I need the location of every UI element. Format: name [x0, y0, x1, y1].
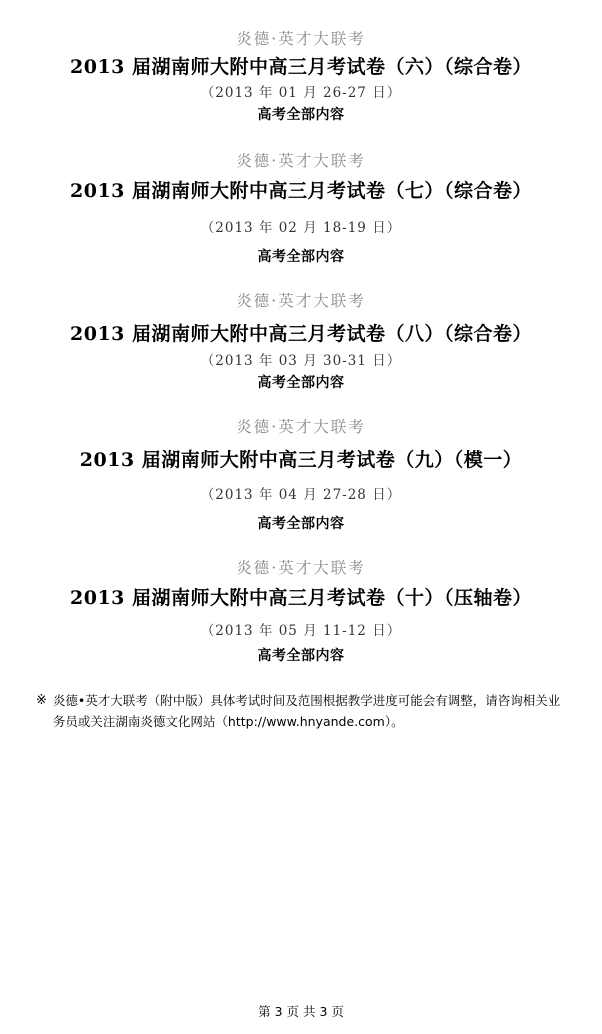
page-footer: 第 3 页 共 3 页 — [258, 1004, 344, 1019]
exam-block — [30, 30, 572, 124]
exam-title: 2013 届湖南师大附中高三月考试卷（十）（压轴卷） — [70, 587, 532, 610]
footnote — [30, 690, 572, 734]
exam-scope: 高考全部内容 — [257, 249, 345, 266]
exam-scope: 高考全部内容 — [257, 106, 345, 123]
exam-title: 2013 届湖南师大附中高三月考试卷（七）（综合卷） — [70, 180, 532, 203]
exam-dates: （2013 年 04 月 27-28 日） — [200, 486, 402, 503]
exam-scope: 高考全部内容 — [257, 648, 345, 665]
exam-title: 2013 届湖南师大附中高三月考试卷（六）（综合卷） — [70, 55, 532, 78]
exam-dates: （2013 年 02 月 18-19 日） — [200, 220, 402, 237]
reference-mark-icon: ※ — [36, 692, 47, 708]
exam-brand: 炎德·英才大联考 — [236, 418, 366, 437]
exam-title: 2013 届湖南师大附中高三月考试卷（八）（综合卷） — [70, 323, 532, 346]
exam-block — [30, 292, 572, 392]
exam-brand: 炎德·英才大联考 — [236, 558, 366, 577]
footnote-text: 炎德•英才大联考（附中版）具体考试时间及范围根据教学进度可能会有调整，请咨询相关业务员或关注湖南炎德文化网站（http://www.hnyande.com）。 — [52, 692, 561, 730]
exam-dates: （2013 年 05 月 11-12 日） — [200, 623, 402, 640]
exam-brand: 炎德·英才大联考 — [236, 151, 366, 170]
exam-block — [30, 559, 572, 666]
exam-title: 2013 届湖南师大附中高三月考试卷（九）（模一） — [79, 448, 523, 471]
exam-block — [30, 152, 572, 267]
exam-scope: 高考全部内容 — [257, 515, 345, 532]
exam-scope: 高考全部内容 — [257, 374, 345, 391]
exam-dates: （2013 年 03 月 30-31 日） — [200, 352, 402, 369]
exam-dates: （2013 年 01 月 26-27 日） — [200, 85, 402, 102]
exam-block — [30, 418, 572, 533]
exam-brand: 炎德·英才大联考 — [236, 292, 366, 311]
exam-brand: 炎德·英才大联考 — [236, 30, 366, 48]
